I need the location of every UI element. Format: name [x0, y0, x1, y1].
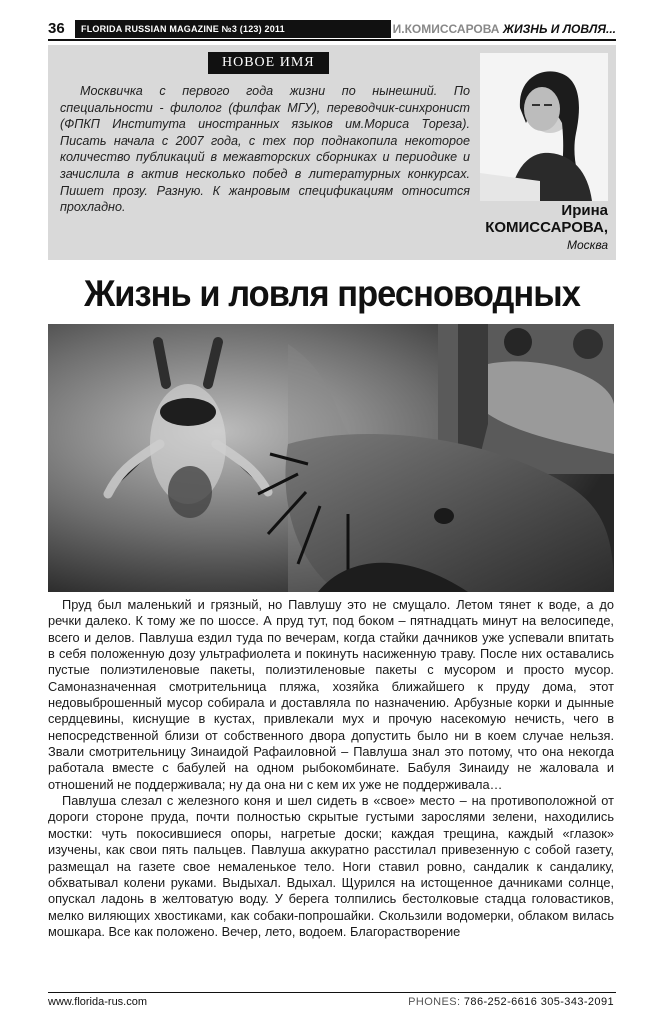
footer-rule — [48, 992, 616, 993]
author-last-name: КОМИССАРОВА, — [485, 219, 608, 236]
page-header — [48, 20, 616, 38]
hero-illustration — [48, 324, 614, 592]
running-head-title: ЖИЗНЬ И ЛОВЛЯ... — [502, 22, 616, 36]
footer-phones — [408, 996, 614, 1008]
paragraph: Пруд был маленький и грязный, но Павлушу это не смущало. Летом тянет к воде, а до речки далеко. К тому же по шоссе. А пруд тут, под боком – пятнадцать минут на велосипеде, всего и делов. Павлуша ездил туда по вечерам, когда стайки дачников уже успевали впитать в себя положенную дозу ультрафиолета и покинуть насиженную траву. После них оставались пустые полиэтиленовые пакеты, полиэтиленовые пакеты с мусором и просто мусор. Самоназначенная смотрительница пляжа, хозяйка ближайшего к пруду дома, этот недовыброшенный мусор собирала и доставляла по назначению. Арбузные корки и дынные сердцевины, киснущие в кустах, привлекали мух и прочую насекомую нечисть, чего в непосредственной близи от собственного двора допустить было ни в коем случае нельзя. Звали смотрительницу Зинаидой Рафаиловной – Павлуша знал это потому, что она некогда работала вместе с бабулей на одном рыбокомбинате. Бабуля Зинаиду не жаловала и отношений не поддерживала; ну да она ни с кем их уже не поддерживала… — [48, 597, 614, 792]
phone-number: 305-343-2091 — [540, 996, 614, 1008]
running-head-author: И.КОМИССАРОВА — [392, 22, 500, 36]
paragraph: Павлуша слезал с железного коня и шел сидеть в «свое» место – на противоположной от дороги стороне пруда, почти полностью скрытые густыми зарослями зелени, находились мостки: чуть покосившиеся опоры, нагретые доски; каждая трещина, каждый «глазок» изучены, как свои пять пальцев. Павлуша аккуратно расстилал привезенную с собой газету, размещал на газете свое немаленькое тело. Ноги ставил ровно, сандалик к сандалику, обхватывал колени руками. Выдыхал. Вдыхал. Щурился на истощенное дачниками солнце, опускал ладонь в желтоватую воду. У берега толпились бестолковые стадца головастиков, мелко виляющих хвостиками, как собаки-попрошайки. Скользили водомерки, облаком вилась мошкара. Все как положено. Вечер, лето, водоем. Благорастворение — [48, 793, 614, 939]
author-portrait — [480, 53, 608, 201]
author-bio: Москвичка с первого года жизни по нынешний. По специальности - филолог (филфак МГУ), переводчик-синхронист (ФПКП Института иностранных языков им.Мориса Тореза). Писать начала с 2007 года, с тех пор поднакопила некоторое количество публикаций в межавторских сборниках и периодике и зачислила в актив несколько побед в литературных конкурсах. Пишет прозу. Разную. К жанровым спецификациям относится прохладно. — [60, 84, 470, 215]
article-title: Жизнь и ловля пресноводных — [84, 273, 580, 314]
footer-url: www.florida-rus.com — [48, 996, 148, 1008]
running-head — [393, 20, 616, 38]
author-name — [485, 202, 608, 236]
page-number: 36 — [48, 20, 65, 37]
phones-label: PHONES: — [408, 996, 461, 1008]
section-tag: НОВОЕ ИМЯ — [208, 52, 329, 74]
author-first-name: Ирина — [561, 202, 608, 219]
header-rule — [48, 39, 616, 41]
author-city: Москва — [566, 238, 608, 252]
magazine-banner: FLORIDA RUSSIAN MAGAZINE №3 (123) 2011 — [75, 20, 391, 38]
phone-number: 786-252-6616 — [463, 996, 538, 1008]
article-body — [48, 597, 614, 940]
author-intro-box — [48, 45, 616, 260]
